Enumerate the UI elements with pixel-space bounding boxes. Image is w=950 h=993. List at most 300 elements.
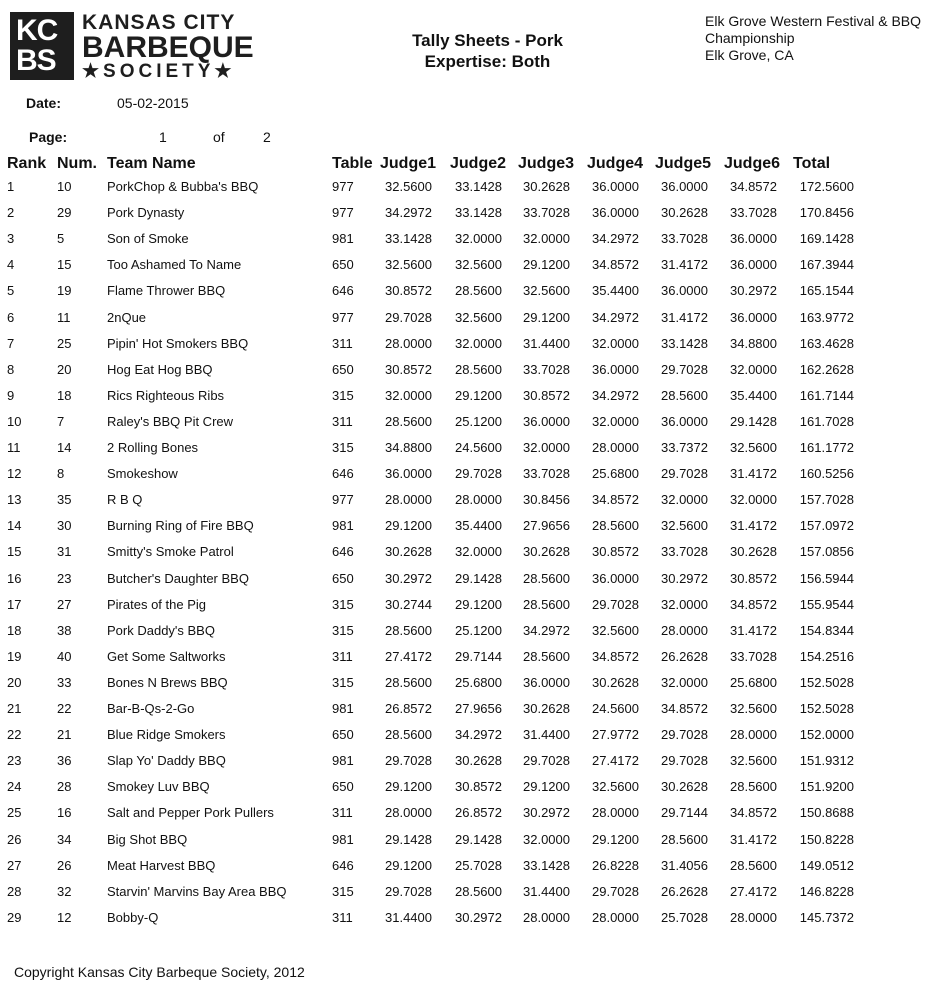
kcbs-logo-mark — [10, 12, 74, 80]
logo-line-3: ★SOCIETY★ — [82, 61, 236, 82]
cell-team-name: Flame Thrower BBQ — [107, 283, 226, 298]
cell-judge4: 25.6800 — [592, 466, 639, 481]
column-header-judge5: Judge5 — [655, 155, 712, 172]
cell-rank: 6 — [7, 310, 15, 325]
cell-team-name: Slap Yo' Daddy BBQ — [107, 753, 226, 768]
cell-judge2: 32.5600 — [455, 257, 502, 272]
logo-line-2: BARBEQUE — [82, 31, 254, 64]
cell-total: 156.5944 — [799, 571, 854, 586]
cell-table: 315 — [332, 440, 354, 455]
cell-judge5: 33.7028 — [661, 544, 708, 559]
cell-judge4: 34.2972 — [592, 231, 639, 246]
cell-team-name: Pirates of the Pig — [107, 597, 206, 612]
cell-total: 150.8228 — [799, 832, 854, 847]
cell-team-name: Hog Eat Hog BBQ — [107, 362, 213, 377]
cell-team-name: Blue Ridge Smokers — [107, 727, 226, 742]
cell-judge3: 29.1200 — [523, 257, 570, 272]
cell-total: 151.9200 — [799, 779, 854, 794]
cell-total: 145.7372 — [799, 910, 854, 925]
cell-number: 32 — [57, 884, 72, 899]
cell-judge4: 26.8228 — [592, 858, 639, 873]
cell-judge5: 36.0000 — [661, 179, 708, 194]
cell-judge5: 29.7028 — [661, 727, 708, 742]
cell-team-name: Smitty's Smoke Patrol — [107, 544, 234, 559]
cell-judge4: 34.2972 — [592, 310, 639, 325]
cell-judge4: 27.4172 — [592, 753, 639, 768]
cell-judge4: 32.0000 — [592, 336, 639, 351]
cell-judge2: 28.5600 — [455, 884, 502, 899]
cell-team-name: 2nQue — [107, 310, 147, 325]
cell-team-name: 2 Rolling Bones — [107, 440, 199, 455]
cell-total: 155.9544 — [799, 597, 854, 612]
cell-team-name: Smokey Luv BBQ — [107, 779, 210, 794]
cell-judge5: 29.7028 — [661, 466, 708, 481]
cell-team-name: Pork Daddy's BBQ — [107, 623, 215, 638]
cell-rank: 15 — [7, 544, 22, 559]
cell-total: 154.2516 — [799, 649, 854, 664]
cell-judge5: 32.0000 — [661, 675, 708, 690]
cell-number: 27 — [57, 597, 72, 612]
cell-rank: 25 — [7, 805, 22, 820]
cell-table: 646 — [332, 283, 354, 298]
cell-judge3: 33.7028 — [523, 466, 570, 481]
column-header-judge2: Judge2 — [450, 155, 507, 172]
cell-judge1: 28.5600 — [385, 623, 432, 638]
cell-judge2: 30.2628 — [455, 753, 502, 768]
cell-number: 20 — [57, 362, 72, 377]
cell-number: 35 — [57, 492, 72, 507]
cell-rank: 9 — [7, 388, 15, 403]
cell-judge1: 30.2744 — [385, 597, 432, 612]
cell-number: 19 — [57, 283, 72, 298]
cell-judge3: 28.5600 — [523, 571, 570, 586]
cell-judge6: 36.0000 — [730, 310, 777, 325]
cell-rank: 23 — [7, 753, 22, 768]
cell-judge6: 28.5600 — [730, 779, 777, 794]
cell-number: 22 — [57, 701, 72, 716]
cell-judge1: 29.1200 — [385, 858, 432, 873]
cell-judge2: 25.6800 — [455, 675, 502, 690]
cell-judge6: 28.0000 — [730, 727, 777, 742]
cell-total: 169.1428 — [799, 231, 854, 246]
cell-total: 161.7144 — [799, 388, 854, 403]
cell-number: 18 — [57, 388, 72, 403]
cell-total: 157.7028 — [799, 492, 854, 507]
report-title: Tally Sheets - Pork — [412, 31, 563, 50]
cell-judge4: 28.0000 — [592, 805, 639, 820]
cell-rank: 7 — [7, 336, 15, 351]
cell-judge3: 36.0000 — [523, 414, 570, 429]
cell-judge3: 31.4400 — [523, 884, 570, 899]
cell-judge4: 36.0000 — [592, 571, 639, 586]
cell-judge2: 32.0000 — [455, 336, 502, 351]
cell-judge2: 34.2972 — [455, 727, 502, 742]
cell-table: 311 — [332, 336, 353, 351]
cell-team-name: Salt and Pepper Pork Pullers — [107, 805, 274, 820]
cell-judge3: 29.1200 — [523, 779, 570, 794]
cell-judge2: 30.8572 — [455, 779, 502, 794]
cell-rank: 16 — [7, 571, 22, 586]
kcbs-logo — [10, 12, 272, 82]
cell-judge1: 29.7028 — [385, 884, 432, 899]
cell-judge6: 32.0000 — [730, 492, 777, 507]
cell-judge2: 32.0000 — [455, 231, 502, 246]
cell-table: 977 — [332, 179, 354, 194]
cell-judge6: 33.7028 — [730, 649, 777, 664]
cell-judge1: 36.0000 — [385, 466, 432, 481]
cell-judge3: 30.2628 — [523, 701, 570, 716]
cell-team-name: Rics Righteous Ribs — [107, 388, 225, 403]
cell-judge6: 25.6800 — [730, 675, 777, 690]
cell-table: 315 — [332, 884, 354, 899]
cell-rank: 22 — [7, 727, 22, 742]
column-header-total: Total — [793, 155, 831, 172]
cell-rank: 12 — [7, 466, 22, 481]
cell-judge6: 31.4172 — [730, 466, 777, 481]
cell-judge4: 30.2628 — [592, 675, 639, 690]
cell-judge1: 26.8572 — [385, 701, 432, 716]
cell-total: 172.5600 — [799, 179, 854, 194]
cell-judge6: 31.4172 — [730, 518, 777, 533]
cell-rank: 13 — [7, 492, 22, 507]
cell-table: 315 — [332, 597, 354, 612]
cell-total: 157.0972 — [799, 518, 854, 533]
cell-judge5: 26.2628 — [661, 884, 708, 899]
cell-judge5: 33.7028 — [661, 231, 708, 246]
cell-judge6: 29.1428 — [730, 414, 777, 429]
cell-rank: 11 — [7, 440, 21, 455]
cell-total: 152.5028 — [799, 675, 854, 690]
event-name-line1: Elk Grove Western Festival & BBQ — [705, 13, 922, 29]
cell-judge3: 28.5600 — [523, 649, 570, 664]
cell-total: 149.0512 — [799, 858, 854, 873]
cell-judge1: 30.2972 — [385, 571, 432, 586]
cell-judge2: 25.1200 — [455, 623, 502, 638]
cell-rank: 24 — [7, 779, 22, 794]
cell-table: 650 — [332, 362, 354, 377]
cell-team-name: R B Q — [107, 492, 143, 507]
cell-judge1: 28.5600 — [385, 727, 432, 742]
cell-judge3: 31.4400 — [523, 336, 570, 351]
cell-number: 28 — [57, 779, 72, 794]
column-header-judge3: Judge3 — [518, 155, 575, 172]
cell-judge5: 32.0000 — [661, 597, 708, 612]
cell-team-name: Son of Smoke — [107, 231, 189, 246]
cell-team-name: Bones N Brews BBQ — [107, 675, 228, 690]
cell-judge6: 28.0000 — [730, 910, 777, 925]
cell-judge4: 27.9772 — [592, 727, 639, 742]
cell-judge1: 34.8800 — [385, 440, 432, 455]
date-label: Date: — [26, 95, 62, 111]
event-info — [705, 13, 921, 64]
cell-judge5: 31.4172 — [661, 310, 708, 325]
cell-table: 646 — [332, 466, 354, 481]
cell-judge3: 32.0000 — [523, 832, 570, 847]
cell-judge5: 31.4172 — [661, 257, 708, 272]
cell-total: 167.3944 — [799, 257, 854, 272]
cell-number: 36 — [57, 753, 72, 768]
column-header-judge6: Judge6 — [724, 155, 781, 172]
cell-judge1: 32.5600 — [385, 257, 432, 272]
cell-judge5: 28.0000 — [661, 623, 708, 638]
cell-judge4: 30.8572 — [592, 544, 639, 559]
cell-judge3: 31.4400 — [523, 727, 570, 742]
cell-judge2: 33.1428 — [455, 205, 502, 220]
cell-judge5: 33.7372 — [661, 440, 708, 455]
column-header-table: Table — [332, 155, 373, 172]
column-header-judge4: Judge4 — [587, 155, 644, 172]
cell-judge1: 29.1428 — [385, 832, 432, 847]
cell-number: 31 — [57, 544, 72, 559]
cell-judge2: 35.4400 — [455, 518, 502, 533]
cell-judge2: 29.1200 — [455, 597, 502, 612]
cell-rank: 26 — [7, 832, 22, 847]
cell-judge3: 32.0000 — [523, 231, 570, 246]
cell-judge6: 28.5600 — [730, 858, 777, 873]
cell-table: 981 — [332, 701, 354, 716]
cell-judge1: 28.0000 — [385, 492, 432, 507]
cell-judge6: 31.4172 — [730, 623, 777, 638]
cell-judge2: 29.7144 — [455, 649, 502, 664]
cell-table: 311 — [332, 649, 353, 664]
cell-table: 311 — [332, 414, 353, 429]
cell-judge5: 28.5600 — [661, 832, 708, 847]
cell-judge3: 33.1428 — [523, 858, 570, 873]
cell-table: 311 — [332, 910, 353, 925]
cell-judge6: 32.0000 — [730, 362, 777, 377]
cell-judge4: 36.0000 — [592, 205, 639, 220]
cell-judge2: 27.9656 — [455, 701, 502, 716]
cell-total: 157.0856 — [799, 544, 854, 559]
cell-judge3: 30.2972 — [523, 805, 570, 820]
cell-table: 650 — [332, 727, 354, 742]
cell-judge4: 28.5600 — [592, 518, 639, 533]
cell-team-name: Big Shot BBQ — [107, 832, 188, 847]
cell-table: 646 — [332, 858, 354, 873]
cell-judge4: 35.4400 — [592, 283, 639, 298]
cell-number: 30 — [57, 518, 72, 533]
cell-judge6: 32.5600 — [730, 753, 777, 768]
cell-judge1: 34.2972 — [385, 205, 432, 220]
cell-judge4: 28.0000 — [592, 440, 639, 455]
cell-judge2: 25.1200 — [455, 414, 502, 429]
cell-judge3: 29.1200 — [523, 310, 570, 325]
cell-judge2: 32.5600 — [455, 310, 502, 325]
cell-judge2: 29.1428 — [455, 832, 502, 847]
cell-judge1: 30.8572 — [385, 362, 432, 377]
cell-judge4: 29.1200 — [592, 832, 639, 847]
cell-judge4: 32.5600 — [592, 623, 639, 638]
cell-judge4: 36.0000 — [592, 362, 639, 377]
cell-judge6: 30.2628 — [730, 544, 777, 559]
cell-number: 12 — [57, 910, 72, 925]
cell-judge6: 32.5600 — [730, 701, 777, 716]
cell-judge5: 29.7144 — [661, 805, 708, 820]
cell-team-name: Pipin' Hot Smokers BBQ — [107, 336, 249, 351]
cell-team-name: Get Some Saltworks — [107, 649, 226, 664]
cell-table: 315 — [332, 675, 354, 690]
cell-table: 650 — [332, 571, 354, 586]
cell-table: 646 — [332, 544, 354, 559]
cell-judge6: 34.8572 — [730, 179, 777, 194]
cell-judge4: 34.8572 — [592, 257, 639, 272]
cell-number: 16 — [57, 805, 72, 820]
cell-judge2: 28.0000 — [455, 492, 502, 507]
cell-judge2: 29.1200 — [455, 388, 502, 403]
report-expertise: Expertise: Both — [424, 52, 551, 71]
cell-total: 151.9312 — [799, 753, 854, 768]
cell-judge4: 32.5600 — [592, 779, 639, 794]
column-header-team-name: Team Name — [107, 155, 196, 172]
cell-total: 165.1544 — [799, 283, 854, 298]
cell-judge3: 28.5600 — [523, 597, 570, 612]
page-label: Page: — [29, 129, 68, 145]
column-header-rank: Rank — [7, 155, 47, 172]
cell-judge3: 30.8456 — [523, 492, 570, 507]
cell-number: 11 — [57, 310, 71, 325]
cell-table: 311 — [332, 805, 353, 820]
cell-total: 152.0000 — [799, 727, 854, 742]
cell-judge1: 29.7028 — [385, 310, 432, 325]
cell-table: 977 — [332, 205, 354, 220]
cell-judge1: 28.5600 — [385, 675, 432, 690]
cell-judge6: 32.5600 — [730, 440, 777, 455]
cell-judge3: 33.7028 — [523, 362, 570, 377]
page-total: 2 — [263, 129, 271, 145]
cell-team-name: Too Ashamed To Name — [107, 257, 242, 272]
cell-judge3: 29.7028 — [523, 753, 570, 768]
cell-table: 981 — [332, 832, 354, 847]
cell-judge4: 24.5600 — [592, 701, 639, 716]
cell-judge3: 36.0000 — [523, 675, 570, 690]
cell-judge3: 30.8572 — [523, 388, 570, 403]
cell-table: 650 — [332, 257, 354, 272]
cell-number: 40 — [57, 649, 72, 664]
cell-judge1: 29.1200 — [385, 779, 432, 794]
cell-judge6: 34.8572 — [730, 597, 777, 612]
cell-rank: 4 — [7, 257, 15, 272]
cell-team-name: Pork Dynasty — [107, 205, 185, 220]
logo-line-1: KANSAS CITY — [82, 11, 236, 34]
cell-judge3: 30.2628 — [523, 544, 570, 559]
cell-judge5: 31.4056 — [661, 858, 708, 873]
cell-judge4: 34.8572 — [592, 492, 639, 507]
cell-judge4: 29.7028 — [592, 884, 639, 899]
cell-table: 315 — [332, 388, 354, 403]
cell-team-name: Butcher's Daughter BBQ — [107, 571, 249, 586]
date-value: 05-02-2015 — [117, 95, 189, 111]
cell-judge5: 30.2628 — [661, 205, 708, 220]
cell-judge2: 28.5600 — [455, 362, 502, 377]
cell-total: 170.8456 — [799, 205, 854, 220]
cell-judge2: 33.1428 — [455, 179, 502, 194]
cell-judge5: 32.5600 — [661, 518, 708, 533]
cell-total: 161.1772 — [799, 440, 854, 455]
cell-judge1: 29.7028 — [385, 753, 432, 768]
cell-team-name: Starvin' Marvins Bay Area BBQ — [107, 884, 287, 899]
report-title-block — [370, 30, 605, 72]
cell-judge6: 35.4400 — [730, 388, 777, 403]
cell-rank: 10 — [7, 414, 22, 429]
column-header-number: Num. — [57, 155, 97, 172]
cell-rank: 1 — [7, 179, 15, 194]
cell-table: 981 — [332, 231, 354, 246]
cell-rank: 21 — [7, 701, 22, 716]
cell-team-name: Burning Ring of Fire BBQ — [107, 518, 254, 533]
cell-judge1: 33.1428 — [385, 231, 432, 246]
cell-judge6: 31.4172 — [730, 832, 777, 847]
cell-rank: 20 — [7, 675, 22, 690]
cell-judge4: 34.8572 — [592, 649, 639, 664]
cell-judge1: 28.0000 — [385, 336, 432, 351]
cell-judge3: 27.9656 — [523, 518, 570, 533]
cell-number: 15 — [57, 257, 72, 272]
cell-total: 163.9772 — [799, 310, 854, 325]
cell-judge4: 29.7028 — [592, 597, 639, 612]
cell-judge6: 34.8800 — [730, 336, 777, 351]
cell-rank: 8 — [7, 362, 15, 377]
cell-judge2: 29.1428 — [455, 571, 502, 586]
cell-total: 161.7028 — [799, 414, 854, 429]
cell-rank: 29 — [7, 910, 22, 925]
cell-total: 150.8688 — [799, 805, 854, 820]
cell-table: 981 — [332, 753, 354, 768]
cell-table: 981 — [332, 518, 354, 533]
cell-judge1: 30.2628 — [385, 544, 432, 559]
cell-total: 163.4628 — [799, 336, 854, 351]
cell-number: 29 — [57, 205, 72, 220]
cell-rank: 27 — [7, 858, 22, 873]
cell-number: 26 — [57, 858, 72, 873]
cell-judge1: 28.5600 — [385, 414, 432, 429]
cell-judge4: 34.2972 — [592, 388, 639, 403]
page-number: 1 — [159, 129, 167, 145]
cell-judge6: 36.0000 — [730, 257, 777, 272]
cell-table: 315 — [332, 623, 354, 638]
cell-table: 977 — [332, 310, 354, 325]
cell-judge1: 28.0000 — [385, 805, 432, 820]
cell-judge2: 29.7028 — [455, 466, 502, 481]
cell-team-name: PorkChop & Bubba's BBQ — [107, 179, 259, 194]
cell-judge6: 36.0000 — [730, 231, 777, 246]
cell-team-name: Bobby-Q — [107, 910, 159, 925]
event-name-line2: Championship — [705, 30, 795, 46]
column-header-judge1: Judge1 — [380, 155, 437, 172]
cell-table: 650 — [332, 779, 354, 794]
cell-rank: 28 — [7, 884, 22, 899]
cell-judge3: 28.0000 — [523, 910, 570, 925]
cell-rank: 5 — [7, 283, 15, 298]
event-location: Elk Grove, CA — [705, 47, 794, 63]
copyright-footer: Copyright Kansas City Barbeque Society, 2012 — [14, 964, 305, 980]
cell-total: 162.2628 — [799, 362, 854, 377]
cell-judge5: 25.7028 — [661, 910, 708, 925]
cell-number: 23 — [57, 571, 72, 586]
cell-judge5: 33.1428 — [661, 336, 708, 351]
cell-number: 14 — [57, 440, 72, 455]
cell-total: 146.8228 — [799, 884, 854, 899]
cell-judge1: 29.1200 — [385, 518, 432, 533]
cell-judge5: 28.5600 — [661, 388, 708, 403]
cell-judge4: 32.0000 — [592, 414, 639, 429]
cell-rank: 3 — [7, 231, 15, 246]
cell-team-name: Raley's BBQ Pit Crew — [107, 414, 234, 429]
cell-team-name: Bar-B-Qs-2-Go — [107, 701, 195, 716]
cell-rank: 18 — [7, 623, 22, 638]
cell-table: 977 — [332, 492, 354, 507]
cell-rank: 17 — [7, 597, 22, 612]
cell-judge6: 30.2972 — [730, 283, 777, 298]
